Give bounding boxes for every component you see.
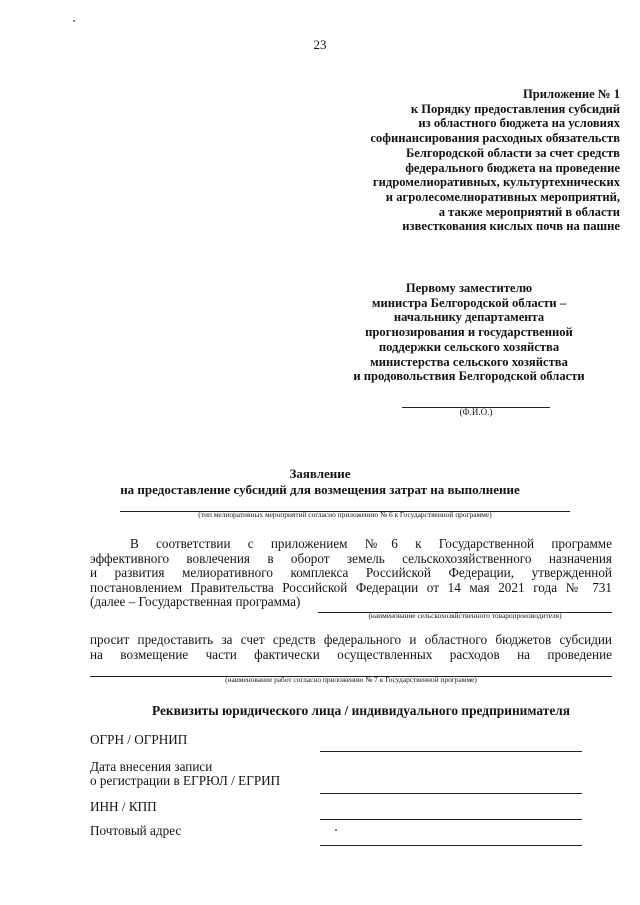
paragraph-line: и развития мелиоративного комплекса Российской Федерации, утвержденной	[90, 565, 612, 580]
addressee-block	[320, 281, 618, 384]
works-caption: (наименование работ согласно приложению № 7 к Государственной программе)	[225, 675, 477, 684]
addressee-line: начальнику департамента	[393, 310, 545, 325]
application-paragraph-1	[90, 537, 612, 610]
field-input-ogrn[interactable]	[320, 751, 582, 752]
scan-speck	[73, 20, 75, 22]
field-label-ogrn: ОГРН / ОГРНИП	[90, 732, 188, 747]
annex-line: а также мероприятий в области	[438, 204, 620, 219]
annex-header	[320, 87, 620, 234]
annex-line: известкования кислых почв на пашне	[402, 219, 620, 234]
scan-speck	[335, 829, 337, 831]
paragraph-line: эффективного вовлечения в оборот земель сельскохозяйственного назначения	[90, 550, 612, 566]
addressee-line: прогнозирования и государственной	[365, 325, 573, 340]
fio-caption: (Ф.И.О.)	[459, 407, 493, 417]
producer-caption: (наименование сельскохозяйственного товаропроизводителя)	[368, 611, 562, 620]
field-label-registration-date-line2: о регистрации в ЕГРЮЛ / ЕГРИП	[90, 773, 281, 788]
page-number: 23	[313, 37, 327, 52]
annex-line: гидромелиоративных, культуртехнических	[372, 175, 620, 190]
annex-line: софинансирования расходных обязательств	[370, 131, 620, 146]
addressee-line: поддержки сельского хозяйства	[378, 339, 560, 354]
paragraph-line: на возмещение части фактически осуществленных расходов на проведение	[90, 646, 612, 662]
field-input-inn-kpp[interactable]	[320, 819, 582, 820]
field-label-inn-kpp: ИНН / КПП	[90, 799, 157, 814]
field-input-postal-address[interactable]	[320, 845, 582, 846]
paragraph-line: просит предоставить за счет средств федерального и областного бюджетов субсидии	[90, 632, 612, 647]
annex-line: Приложение № 1	[522, 87, 620, 101]
application-subtitle: на предоставление субсидий для возмещения затрат на выполнение	[120, 482, 520, 497]
annex-line: федерального бюджета на проведение	[405, 160, 620, 175]
annex-line: и агролесомелиоративных мероприятий,	[385, 189, 620, 204]
annex-line: к Порядку предоставления субсидий	[410, 101, 620, 116]
addressee-line: и продовольствия Белгородской области	[353, 369, 585, 384]
addressee-line: Первому заместителю	[405, 281, 533, 295]
paragraph-line: В соответствии с приложением №6 к Государственной программе	[130, 536, 612, 551]
requisites-title: Реквизиты юридического лица / индивидуального предпринимателя	[151, 703, 571, 718]
annex-line: из областного бюджета на условиях	[418, 116, 620, 131]
addressee-line: министерства сельского хозяйства	[370, 354, 568, 369]
application-paragraph-2	[90, 633, 612, 662]
application-title: Заявление	[289, 466, 351, 481]
field-input-registration-date[interactable]	[320, 793, 582, 794]
addressee-line: министра Белгородской области –	[371, 295, 567, 310]
field-label-registration-date: Дата внесения записи	[90, 759, 213, 774]
field-label-postal-address: Почтовый адрес	[90, 823, 182, 838]
paragraph-line: постановлением Правительства Российской Федерации от 14 мая 2021 года № 731	[90, 579, 612, 595]
measure-type-caption: (тип мелиоративных мероприятий согласно приложению № 6 к Государственной программе)	[198, 510, 492, 519]
paragraph-line: (далее – Государственная программа)	[90, 594, 301, 609]
annex-line: Белгородской области за счет средств	[405, 145, 620, 160]
